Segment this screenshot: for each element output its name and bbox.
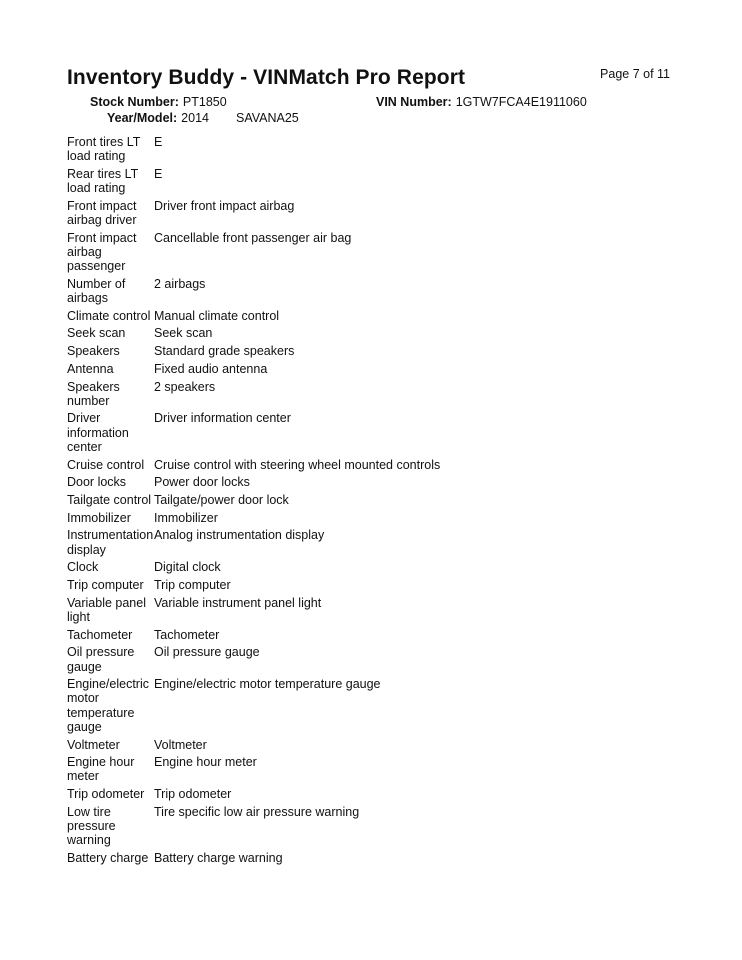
spec-label: Front impact airbag driver — [67, 198, 137, 228]
spec-label: Front impact airbag passenger — [67, 230, 137, 274]
spec-value: 2 speakers — [154, 379, 216, 394]
spec-label: Seek scan — [67, 326, 126, 341]
spec-value: Seek scan — [154, 326, 213, 341]
spec-row — [67, 511, 667, 525]
spec-row — [67, 628, 667, 642]
spec-label: Speakers — [67, 344, 120, 359]
spec-row — [67, 167, 667, 195]
spec-row — [67, 493, 667, 507]
stock-number-label: Stock Number: — [90, 95, 179, 109]
spec-label: Immobilizer — [67, 510, 131, 525]
spec-value: Standard grade speakers — [154, 344, 295, 359]
spec-row — [67, 645, 667, 673]
spec-row — [67, 738, 667, 752]
model-value: SAVANA25 — [236, 111, 299, 125]
spec-label: Battery charge — [67, 850, 149, 865]
spec-row — [67, 560, 667, 574]
spec-label: Cruise control — [67, 457, 145, 472]
spec-row — [67, 578, 667, 592]
spec-value: Fixed audio antenna — [154, 361, 268, 376]
spec-value: Tire specific low air pressure warning — [154, 804, 360, 819]
spec-row — [67, 677, 667, 734]
spec-row — [67, 755, 667, 783]
spec-label: Trip computer — [67, 577, 144, 592]
spec-label: Variable panel light — [67, 595, 146, 624]
report-title: Inventory Buddy - VINMatch Pro Report — [67, 66, 466, 89]
spec-value: 2 airbags — [154, 276, 206, 291]
spec-row — [67, 309, 667, 323]
spec-label: Tachometer — [67, 627, 133, 642]
spec-row — [67, 380, 667, 408]
year-model-label: Year/Model: — [107, 111, 178, 125]
spec-label: Engine hour meter — [67, 755, 135, 784]
spec-row — [67, 805, 667, 848]
spec-value: Driver information center — [154, 411, 291, 426]
spec-value: Cruise control with steering wheel mounted controls — [154, 457, 441, 472]
spec-value: Immobilizer — [154, 510, 218, 525]
spec-row — [67, 411, 667, 454]
spec-label: Climate control — [67, 308, 151, 323]
spec-label: Antenna — [67, 361, 114, 376]
spec-row — [67, 787, 667, 801]
spec-row — [67, 851, 667, 865]
spec-value: Engine hour meter — [154, 755, 257, 770]
page-number: Page 7 of 11 — [600, 67, 670, 81]
spec-value: Oil pressure gauge — [154, 645, 260, 660]
spec-label: Instrumentation display — [67, 528, 154, 557]
spec-value: E — [154, 135, 163, 149]
spec-label: Speakers number — [67, 379, 120, 408]
spec-row — [67, 458, 667, 472]
spec-row — [67, 135, 667, 163]
spec-row — [67, 199, 667, 227]
spec-value: Power door locks — [154, 475, 250, 490]
spec-value: Driver front impact airbag — [154, 198, 295, 213]
spec-value: Analog instrumentation display — [154, 528, 325, 543]
spec-row — [67, 326, 667, 340]
spec-label: Tailgate control — [67, 492, 152, 507]
spec-row — [67, 528, 667, 556]
spec-value: Digital clock — [154, 560, 221, 575]
vin-number-label: VIN Number: — [376, 95, 452, 109]
spec-label: Clock — [67, 560, 99, 575]
spec-label: Rear tires LT load rating — [67, 166, 139, 196]
spec-label: Driver information center — [67, 411, 129, 454]
year-value: 2014 — [181, 111, 209, 125]
spec-label: Trip odometer — [67, 787, 145, 802]
spec-value: Variable instrument panel light — [154, 595, 322, 610]
spec-value: Manual climate control — [154, 308, 280, 323]
spec-value: Voltmeter — [154, 737, 207, 752]
year-model — [107, 111, 209, 125]
spec-value: E — [154, 166, 163, 181]
spec-value: Trip computer — [154, 577, 231, 592]
spec-label: Low tire pressure warning — [67, 804, 116, 848]
spec-value: Tachometer — [154, 627, 220, 642]
spec-list — [67, 135, 667, 869]
spec-row — [67, 231, 667, 274]
vin-number — [376, 95, 587, 109]
spec-label: Engine/electric motor temperature gauge — [67, 677, 149, 734]
spec-label: Front tires LT load rating — [67, 135, 141, 164]
spec-row — [67, 277, 667, 305]
spec-value: Battery charge warning — [154, 850, 283, 865]
spec-row — [67, 344, 667, 358]
spec-label: Number of airbags — [67, 276, 126, 306]
spec-label: Oil pressure gauge — [67, 645, 135, 674]
stock-number-value: PT1850 — [182, 95, 227, 109]
spec-row — [67, 362, 667, 376]
spec-row — [67, 475, 667, 489]
spec-row — [67, 596, 667, 624]
spec-label: Voltmeter — [67, 737, 120, 752]
spec-label: Door locks — [67, 475, 127, 490]
vin-number-value: 1GTW7FCA4E1911060 — [455, 95, 587, 109]
spec-value: Trip odometer — [154, 787, 232, 802]
spec-value: Cancellable front passenger air bag — [154, 230, 352, 245]
spec-value: Tailgate/power door lock — [154, 492, 289, 507]
spec-value: Engine/electric motor temperature gauge — [154, 677, 381, 692]
stock-number — [90, 95, 227, 109]
